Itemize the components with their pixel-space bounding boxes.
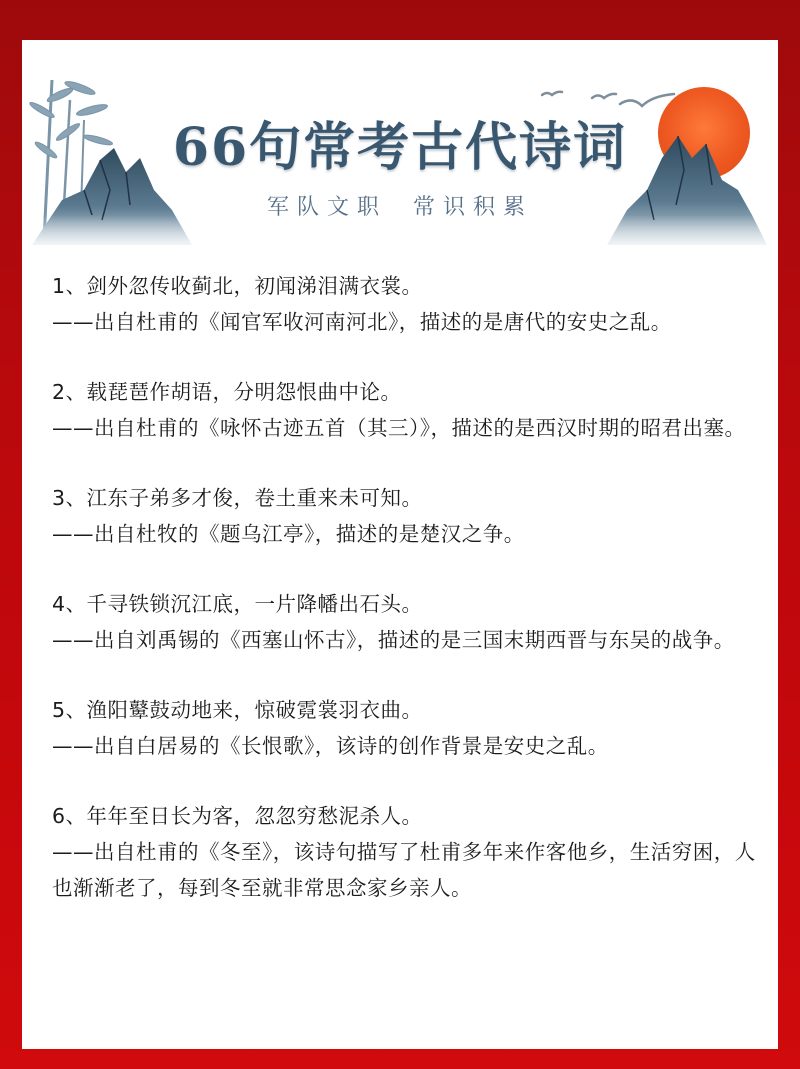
- poem-list: [52, 268, 762, 940]
- page-subtitle: [22, 194, 778, 222]
- poem-source: ——出自杜甫的《咏怀古迹五首（其三）》，描述的是西汉时期的昭君出塞。: [52, 416, 746, 440]
- subtitle-left: 军队文职: [266, 195, 387, 220]
- poem-item: [52, 586, 762, 658]
- poem-source: ——出自杜牧的《题乌江亭》，描述的是楚汉之争。: [52, 522, 525, 546]
- header: [22, 40, 778, 260]
- poem-source: ——出自白居易的《长恨歌》，该诗的创作背景是安史之乱。: [52, 734, 609, 758]
- content-card: [22, 40, 778, 1049]
- poem-source: ——出自杜甫的《冬至》，该诗句描写了杜甫多年来作客他乡，生活穷困，人也渐渐老了，每到冬至就非常思念家乡亲人。: [52, 840, 756, 900]
- poem-item: [52, 374, 762, 446]
- poem-item: [52, 798, 762, 906]
- poem-item: [52, 480, 762, 552]
- poem-verse: 4、千寻铁锁沉江底，一片降幡出石头。: [52, 592, 423, 616]
- page-title: 66句常考古代诗词: [172, 117, 628, 178]
- poem-verse: 2、载琵琶作胡语，分明怨恨曲中论。: [52, 380, 402, 404]
- poem-source: ——出自杜甫的《闻官军收河南河北》，描述的是唐代的安史之乱。: [52, 310, 672, 334]
- poem-item: [52, 268, 762, 340]
- birds-icon: [542, 92, 674, 106]
- poem-source: ——出自刘禹锡的《西塞山怀古》，描述的是三国末期西晋与东吴的战争。: [52, 628, 735, 652]
- poem-verse: 3、江东子弟多才俊，卷土重来未可知。: [52, 486, 423, 510]
- subtitle-right: 常识积累: [413, 195, 534, 220]
- poem-verse: 5、渔阳鼙鼓动地来，惊破霓裳羽衣曲。: [52, 698, 423, 722]
- poem-verse: 6、年年至日长为客，忽忽穷愁泥杀人。: [52, 804, 423, 828]
- poem-item: [52, 692, 762, 764]
- poem-verse: 1、剑外忽传收蓟北，初闻涕泪满衣裳。: [52, 274, 423, 298]
